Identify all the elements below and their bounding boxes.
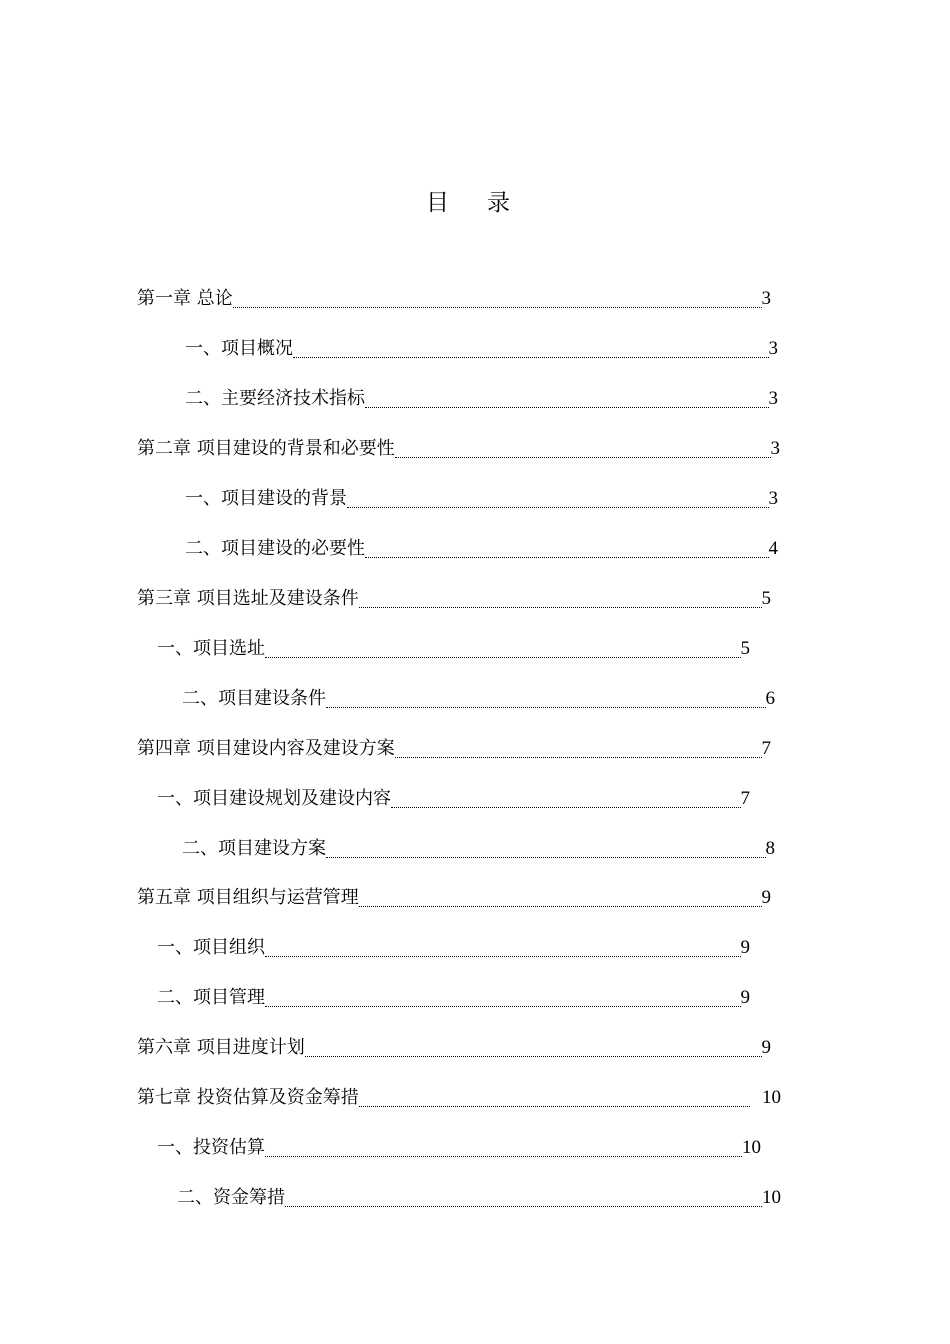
toc-entry-chapter-6[interactable] <box>137 1036 771 1060</box>
toc-entry-page: 5 <box>740 638 750 659</box>
toc-entry-label: 一、项目建设规划及建设内容 <box>157 788 391 809</box>
dot-leader <box>395 456 771 458</box>
toc-entry-section-2-2[interactable] <box>185 537 778 561</box>
dot-leader <box>365 556 769 558</box>
toc-entry-page: 9 <box>740 987 750 1008</box>
toc-entry-page: 10 <box>762 1087 781 1108</box>
toc-entry-label: 一、项目选址 <box>157 638 265 659</box>
toc-entry-chapter-2[interactable] <box>137 437 780 461</box>
toc-entry-section-5-2[interactable] <box>157 986 750 1010</box>
toc-entry-label: 第六章 项目进度计划 <box>137 1037 305 1058</box>
toc-entry-page: 6 <box>765 688 775 709</box>
toc-entry-chapter-5[interactable] <box>137 886 771 910</box>
toc-entry-label: 一、投资估算 <box>157 1137 265 1158</box>
toc-entry-page: 3 <box>768 388 778 409</box>
toc-entry-label: 第七章 投资估算及资金筹措 <box>137 1087 359 1108</box>
toc-entry-label: 第一章 总论 <box>137 288 233 309</box>
toc-entry-label: 二、项目建设方案 <box>182 838 326 859</box>
toc-entry-page: 3 <box>768 488 778 509</box>
toc-entry-page: 8 <box>765 838 775 859</box>
toc-entry-section-5-1[interactable] <box>157 936 750 960</box>
dot-leader <box>305 1055 762 1057</box>
dot-leader <box>359 1105 750 1107</box>
dot-leader <box>265 1155 742 1157</box>
toc-entry-page: 4 <box>768 538 778 559</box>
toc-entry-label: 第五章 项目组织与运营管理 <box>137 887 359 908</box>
dot-leader <box>265 955 741 957</box>
dot-leader <box>233 306 762 308</box>
toc-entry-label: 二、资金筹措 <box>177 1187 285 1208</box>
toc-entry-page: 7 <box>740 788 750 809</box>
toc-entry-page: 9 <box>761 1037 771 1058</box>
toc-entry-section-7-2[interactable] <box>177 1186 781 1210</box>
toc-entry-label: 一、项目组织 <box>157 937 265 958</box>
dot-leader <box>359 905 762 907</box>
toc-entry-page: 10 <box>762 1187 781 1208</box>
toc-entry-label: 第四章 项目建设内容及建设方案 <box>137 738 395 759</box>
toc-entry-page: 5 <box>761 588 771 609</box>
toc-entry-page: 9 <box>761 887 771 908</box>
toc-entry-page: 10 <box>742 1137 761 1158</box>
dot-leader <box>265 656 741 658</box>
dot-leader <box>347 506 769 508</box>
dot-leader <box>326 856 766 858</box>
toc-entry-chapter-7[interactable] <box>137 1086 781 1110</box>
toc-entry-label: 二、项目建设的必要性 <box>185 538 365 559</box>
dot-leader <box>293 356 769 358</box>
toc-entry-page: 3 <box>768 338 778 359</box>
toc-entry-section-3-1[interactable] <box>157 637 750 661</box>
dot-leader <box>265 1005 741 1007</box>
toc-entry-chapter-1[interactable] <box>137 287 771 311</box>
toc-entry-page: 9 <box>740 937 750 958</box>
toc-entry-section-4-2[interactable] <box>182 837 775 861</box>
toc-entry-label: 第二章 项目建设的背景和必要性 <box>137 438 395 459</box>
toc-entry-label: 二、项目管理 <box>157 987 265 1008</box>
dot-leader <box>395 756 762 758</box>
toc-entry-page: 7 <box>761 738 771 759</box>
toc-entry-section-1-2[interactable] <box>185 387 778 411</box>
dot-leader <box>326 706 766 708</box>
toc-entry-label: 二、项目建设条件 <box>182 688 326 709</box>
toc-entry-page: 3 <box>770 438 780 459</box>
toc-entry-page: 3 <box>761 288 771 309</box>
dot-leader <box>359 606 762 608</box>
toc-entry-label: 一、项目建设的背景 <box>185 488 347 509</box>
dot-leader <box>391 806 741 808</box>
toc-entry-label: 第三章 项目选址及建设条件 <box>137 588 359 609</box>
toc-entry-section-4-1[interactable] <box>157 787 750 811</box>
toc-entry-chapter-4[interactable] <box>137 737 771 761</box>
toc-entry-section-3-2[interactable] <box>182 687 775 711</box>
dot-leader <box>285 1205 762 1207</box>
toc-entry-section-2-1[interactable] <box>185 487 778 511</box>
toc-entry-section-1-1[interactable] <box>185 337 778 361</box>
toc-entry-chapter-3[interactable] <box>137 587 771 611</box>
toc-title-char-2: 录 <box>487 190 510 216</box>
toc-entry-section-7-1[interactable] <box>157 1136 761 1160</box>
dot-leader <box>365 406 769 408</box>
toc-entry-label: 一、项目概况 <box>185 338 293 359</box>
toc-entry-label: 二、主要经济技术指标 <box>185 388 365 409</box>
toc-title-char-1: 目 <box>426 190 449 216</box>
